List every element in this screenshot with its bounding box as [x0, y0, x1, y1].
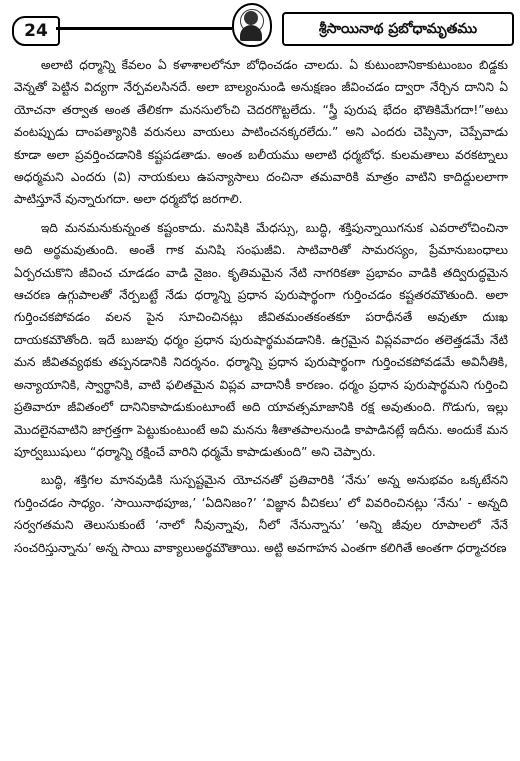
sai-baba-emblem-icon	[232, 3, 272, 47]
page-header	[0, 0, 520, 50]
header-rule	[56, 27, 232, 30]
page-body	[14, 54, 508, 565]
paragraph-3: బుద్ధి, శక్తిగల మానవుడికి సుస్పష్టమైన యోచనతో ప్రతివారికి ‘నేను’ అన్న అనుభవం ఒక్కటేనని గుర్తించడం సాధ్యం. ‘సాయినాథపూజ,’ ‘ఏదినిజం?’ ‘విజ్ఞాన వీచికలు’ లో వివరించినట్లు ‘నేను’ - అన్నది సర్వగతమని తెలుసుకుంటే ‘నాలో నీవున్నావు, నీలో నేనున్నాను’ ‘అన్ని జీవుల రూపాలలో నేనే సంచరిస్తున్నాను’ అన్న సాయి వాక్యాలుఅర్థమౌతాయి. అట్టి అవగాహన ఎంతగా కలిగితే అంతగా ధర్మాచరణ	[14, 473, 508, 555]
page-number: 24	[12, 16, 60, 46]
paragraph-2: ఇది మనమనుకున్నంత కష్టంకాదు. మనిషికి మేధస్సు, బుద్ధి, శక్తిపున్నాయిగనుక ఎవరాలోచించినా అది అర్థమవుతుంది. అంతే గాక మనిషి సంఘజీవి. సాటివారితో సామరస్యం, ప్రేమానుబంధాలు ఏర్పరచుకొని జీవించ చూడడం వాడి నైజం. కృతిమమైన నేటి నాగరికతా ప్రభావం వాడికి తద్విరుద్ధమైన ఆచరణ ఉగ్గుపాలతో నేర్పబట్టే నేడు ధర్మాన్ని ప్రధాన పురుషార్థంగా గుర్తించడం కష్టతరమౌతుంది. అలా గుర్తించకపోవడం వలన పైన సూచించినట్లు జీవితమంతకంతకూ పరాధీనతే అవుతూ దుఃఖ దాయకమౌతోంది. ఇదే బుజువు ధర్మం ప్రధాన పురుషార్థమవడానికి. ఉగ్రమైన విప్లవవాదం తలెత్తడమే నేటి మన జీవితవ్యథకు తప్పనడానికి నిదర్శనం. ధర్మాన్ని ప్రధాన పురుషార్థంగా గుర్తించకపోవడమే అవినీతికి, అన్యాయానికి, స్వార్థానికి, వాటి ఫలితమైన విప్లవ వాదానికీ కారణం. ధర్మం ప్రధాన పురుషార్థమని గుర్తించి ప్రతివారూ జీవితంలో దానినికాపాడుకుంటూంటే అది యావత్సమాజానికి రక్ష అవుతుంది. గొడుగు, ఇల్లు మొదలైనవాటిని జాగ్రత్తగా పెట్టుకుంటుంటే అవి మనను శీతాతపాలనుండి కాపాడినట్లే ఇదీను. అందుకే మన పూర్వఋషులు “ధర్మాన్ని రక్షించే వారిని ధర్మమే కాపాడుతుంది” అని చెప్పారు.	[14, 220, 508, 459]
portrait-body	[240, 25, 262, 41]
portrait-head	[244, 11, 258, 25]
paragraph-1: అలాటి ధర్మాన్ని కేవలం ఏ కళాశాలలోనూ బోధించడం చాలదు. ఏ కుటుంబానికాకుటుంబం బిడ్డకు వెన్నతో పెట్టిన విద్యగా నేర్పవలసినదే. అలా బాల్యంనుండి అనుక్షణం జీవించడం ద్వారా నేర్చిన దానిని ఏ యోచనా తర్వాత అంత తేలికగా మనసులోంచి చెదరగొట్టలేదు. “స్త్రీ పురుష భేదం భౌతికిమేగదా!”అటు వంటప్పుడు దాంపత్యానికి వరునలు వాయలు పాటించనక్కరలేదు.” అని ఎందరు చెప్పినా, చెప్పేవాడు కూడా అలా ప్రవర్తించడానికి కష్టపడతాడు. అంత బలీయము అలాటి ధర్మబోధ. కులమతాలు వరకట్నాలు అధర్మమని ఎందరు (వి) నాయకులు ఉపన్యాసాలు దంచినా తమవారికి మాత్రం వాటిని కాదిద్దులలాగా పాటిస్తూనే వున్నారుగదా. అలా ధర్మబోధ జరగాలి.	[14, 58, 508, 207]
running-title: శ్రీసాయినాథ ప్రబోధామృతము	[282, 12, 514, 46]
